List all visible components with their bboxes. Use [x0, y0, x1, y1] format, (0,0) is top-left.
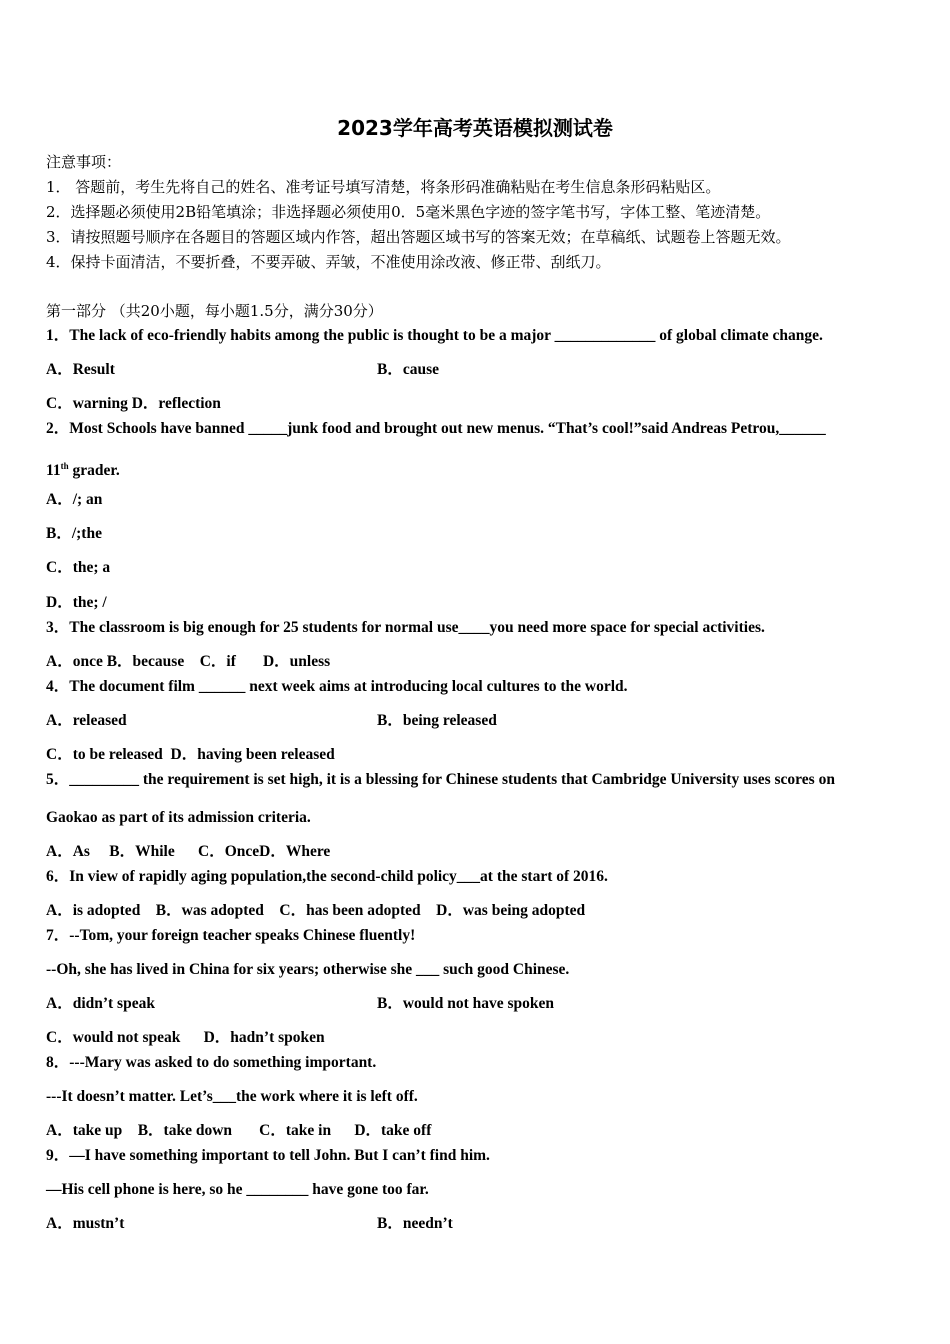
q2-option-b: B．/;the — [46, 525, 102, 542]
notice-item-4: 4．保持卡面清洁，不要折叠，不要弄破、弄皱，不准使用涂改液、修正带、刮纸刀。 — [46, 253, 611, 271]
q1-option-b: B．cause — [377, 361, 440, 378]
q2-option-c: C．the; a — [46, 559, 111, 576]
q9-stem-line2: —His cell phone is here, so he ________ have gone too far. — [46, 1181, 429, 1198]
q5-options: A．As B．While C．OnceD．Where — [46, 843, 331, 860]
q8-stem-line2: ---It doesn’t matter. Let’s___the work where it is left off. — [46, 1088, 418, 1105]
page-title: 2023学年高考英语模拟测试卷 — [337, 116, 613, 140]
q7-option-b: B．would not have spoken — [377, 995, 555, 1012]
q6-options: A．is adopted B．was adopted C．has been adopted D．was being adopted — [46, 902, 586, 919]
q1-options-cd: C．warning D．reflection — [46, 395, 221, 412]
notice-item-2: 2．选择题必须使用2B铅笔填涂；非选择题必须使用0．5毫米黑色字迹的签字笔书写，字体工整、笔迹清楚。 — [46, 203, 771, 221]
q5-stem: 5．_________ the requirement is set high, it is a blessing for Chinese students that Cambridge University uses scores on — [46, 771, 835, 788]
q8-stem: 8．---Mary was asked to do something important. — [46, 1054, 377, 1071]
notice-item-1: 1． 答题前，考生先将自己的姓名、准考证号填写清楚，将条形码准确粘贴在考生信息条形码粘贴区。 — [46, 178, 721, 196]
q2-stem-line2 — [46, 456, 120, 481]
q9-stem: 9．—I have something important to tell John. But I can’t find him. — [46, 1147, 490, 1164]
notice-heading: 注意事项： — [46, 153, 122, 171]
q3-options: A．once B．because C．if D．unless — [46, 653, 331, 670]
q9-option-a: A．mustn’t — [46, 1215, 125, 1232]
q7-option-a: A．didn’t speak — [46, 995, 155, 1012]
q5-stem-line2: Gaokao as part of its admission criteria. — [46, 809, 311, 826]
q2-stem: 2．Most Schools have banned _____junk food and brought out new menus. “That’s cool!”said Andreas Petrou,______ — [46, 420, 826, 437]
q2-grade-text: grader. — [68, 462, 120, 480]
q8-options: A．take up B．take down C．take in D．take off — [46, 1122, 432, 1139]
q6-stem: 6．In view of rapidly aging population,the second-child policy___at the start of 2016. — [46, 868, 608, 885]
q2-option-d: D．the; / — [46, 594, 107, 611]
q3-stem: 3．The classroom is big enough for 25 students for normal use____you need more space for special activities. — [46, 619, 765, 636]
q9-option-b: B．needn’t — [377, 1215, 453, 1232]
q7-options-cd: C．would not speak D．hadn’t spoken — [46, 1029, 325, 1046]
q4-option-a: A．released — [46, 712, 127, 729]
q2-option-a: A．/; an — [46, 491, 103, 508]
notice-item-3: 3．请按照题号顺序在各题目的答题区域内作答，超出答题区域书写的答案无效；在草稿纸、试题卷上答题无效。 — [46, 228, 791, 246]
q2-grade-number: 11 — [46, 462, 61, 480]
q1-stem: 1．The lack of eco-friendly habits among the public is thought to be a major _____________ of global climate change. — [46, 327, 823, 344]
q1-option-a: A．Result — [46, 361, 115, 378]
q2-grade-suffix: th — [60, 461, 69, 471]
q4-option-b: B．being released — [377, 712, 497, 729]
q7-stem-line2: --Oh, she has lived in China for six years; otherwise she ___ such good Chinese. — [46, 961, 570, 978]
q7-stem: 7．--Tom, your foreign teacher speaks Chinese fluently! — [46, 927, 416, 944]
q4-options-cd: C．to be released D．having been released — [46, 746, 335, 763]
q4-stem: 4．The document film ______ next week aims at introducing local cultures to the world. — [46, 678, 628, 695]
part1-heading: 第一部分 （共20小题，每小题1.5分，满分30分） — [46, 302, 383, 320]
